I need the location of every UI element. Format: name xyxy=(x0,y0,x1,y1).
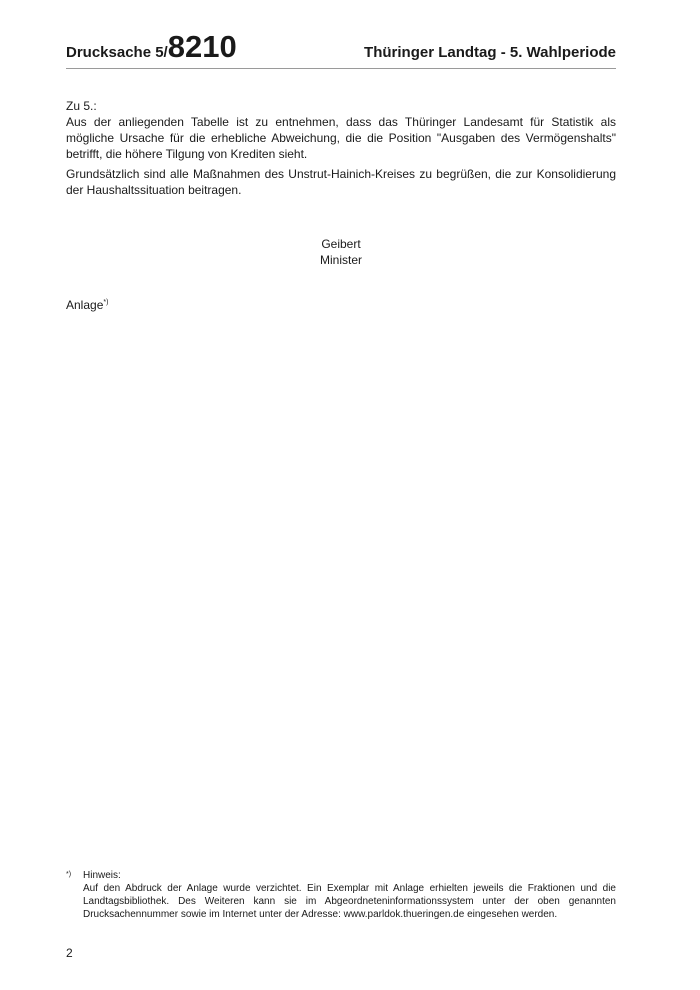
paragraph-statistics-office: Aus der anliegenden Tabelle ist zu entnehmen, dass das Thüringer Landesamt für Statistik als mögliche Ursache für die erhebliche Abweichung, die die Position "Ausgaben des Vermögenshalts" betrifft, die höhere Tilgung von Krediten sieht. xyxy=(66,115,616,161)
page-number: 2 xyxy=(66,946,73,960)
signatory-title: Minister xyxy=(319,253,362,267)
attachment-text: Anlage xyxy=(66,298,104,312)
signatory-name: Geibert xyxy=(321,237,361,251)
signature-block xyxy=(66,236,616,268)
page-header xyxy=(66,30,616,62)
footnote-heading: Hinweis: xyxy=(83,870,121,881)
footnote-mark: *) xyxy=(66,871,72,878)
footnote-reference: *) xyxy=(103,299,109,306)
section-conclusion xyxy=(66,166,616,198)
footnote xyxy=(66,869,616,921)
section-answer-5 xyxy=(66,98,616,162)
attachment-label xyxy=(66,297,108,313)
parliament-title: Thüringer Landtag - 5. Wahlperiode xyxy=(364,44,616,61)
footnote-text: Auf den Abdruck der Anlage wurde verzichtet. Ein Exemplar mit Anlage erhielten jeweils die Fraktionen und die Landtagsbibliothek. Des Weiteren kann sie im Abgeordneteninformationssystem unter der oben genannten Drucksachennummer sowie im Internet unter der Adresse: www.parldok.thueringen.de eingesehen werden. xyxy=(83,883,616,920)
section-heading: Zu 5.: xyxy=(66,99,97,113)
document-label: Drucksache 5/ xyxy=(66,44,168,61)
header-divider xyxy=(66,68,616,69)
document-number xyxy=(66,31,237,62)
document-number-value: 8210 xyxy=(167,29,237,64)
paragraph-consolidation: Grundsätzlich sind alle Maßnahmen des Unstrut-Hainich-Kreises zu begrüßen, die zur Konsolidierung der Haushaltssituation beitragen. xyxy=(66,167,616,197)
